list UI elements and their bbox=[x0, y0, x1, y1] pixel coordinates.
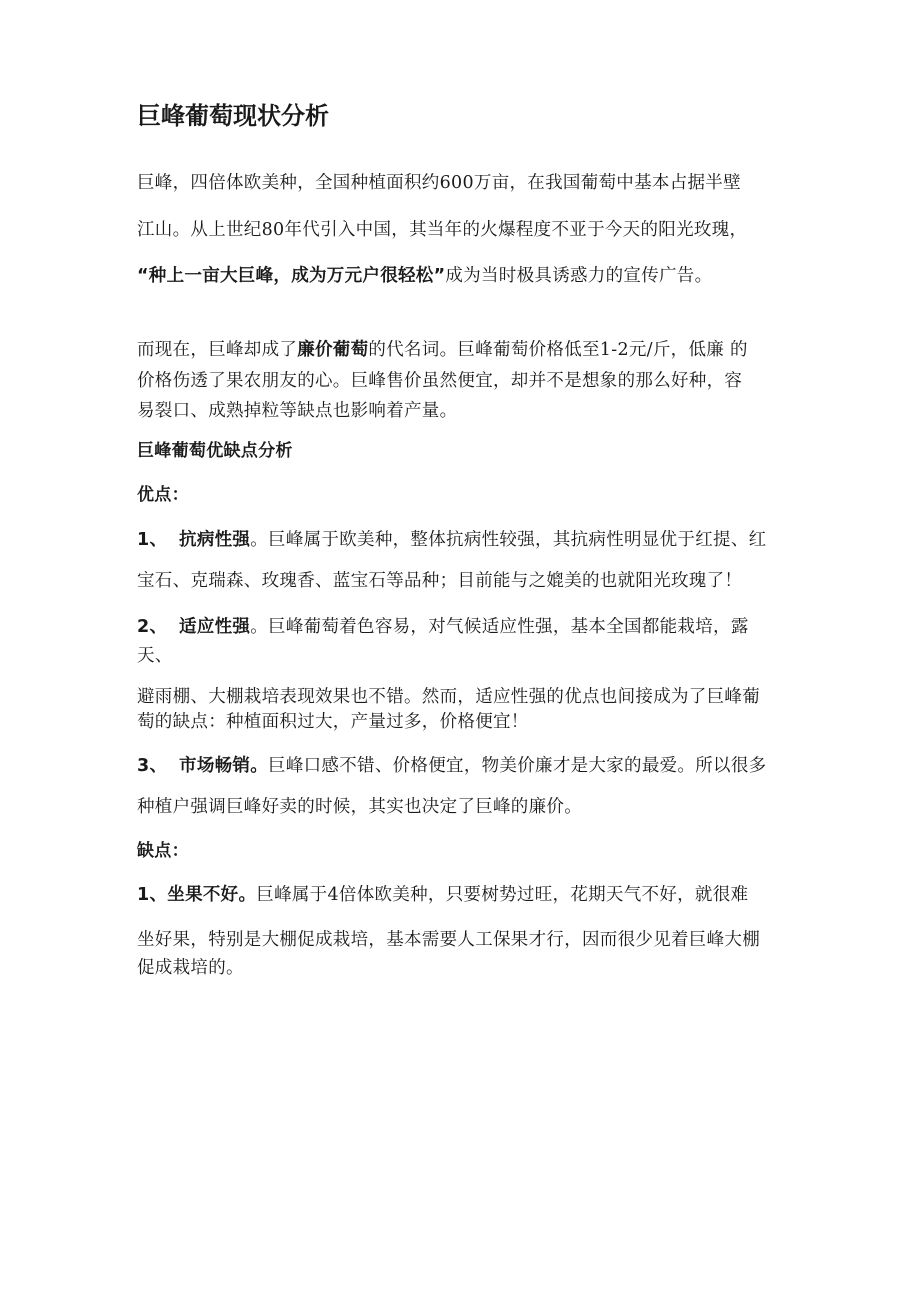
pro-2-line-1b: 天、 bbox=[137, 646, 173, 666]
page-title: 巨峰葡萄现状分析 bbox=[137, 102, 329, 130]
con-1-line-3: 促成栽培的。 bbox=[137, 958, 244, 978]
current-text-a: 而现在，巨峰却成了 bbox=[137, 340, 298, 360]
pro-2-text: 。巨峰葡萄着色容易，对气候适应性强，基本全国都能栽培，露 bbox=[250, 617, 749, 637]
current-text-b: 的代名词。巨峰葡萄价格低至1-2元/斤，低廉 的 bbox=[368, 340, 748, 360]
pro-2-line-3: 萄的缺点：种植面积过大，产量过多，价格便宜！ bbox=[137, 712, 529, 732]
pro-2-number: 2、 bbox=[137, 617, 168, 637]
pro-3-number: 3、 bbox=[137, 756, 168, 776]
pros-heading: 优点： bbox=[137, 485, 189, 505]
pro-2-label: 适应性强 bbox=[179, 617, 251, 637]
con-1-line-2: 坐好果，特别是大棚促成栽培，基本需要人工保果才行，因而很少见着巨峰大棚 bbox=[137, 930, 760, 950]
analysis-heading: 巨峰葡萄优缺点分析 bbox=[137, 441, 293, 461]
con-1-text: 巨峰属于4倍体欧美种，只要树势过旺，花期天气不好，就很难 bbox=[256, 885, 749, 905]
pro-1-label: 抗病性强 bbox=[179, 530, 251, 550]
slogan: “种上一亩大巨峰，成为万元户很轻松” bbox=[137, 266, 446, 286]
current-line-3: 易裂口、成熟掉粒等缺点也影响着产量。 bbox=[137, 401, 458, 421]
cons-heading: 缺点： bbox=[137, 841, 189, 861]
pro-1-line-1 bbox=[137, 529, 797, 551]
pro-2-line-2: 避雨棚、大棚栽培表现效果也不错。然而，适应性强的优点也间接成为了巨峰葡 bbox=[137, 687, 760, 707]
current-line-2: 价格伤透了果农朋友的心。巨峰售价虽然便宜，却并不是想象的那么好种，容 bbox=[137, 371, 743, 391]
intro-line-1: 巨峰，四倍体欧美种，全国种植面积约600万亩，在我国葡萄中基本占据半壁 bbox=[137, 173, 741, 193]
slogan-tail: 成为当时极具诱惑力的宣传广告。 bbox=[445, 266, 713, 286]
pro-1-text: 。巨峰属于欧美种，整体抗病性较强，其抗病性明显优于红提、红 bbox=[250, 530, 767, 550]
con-1-line-1 bbox=[137, 884, 797, 906]
pro-2-line-1 bbox=[137, 616, 797, 638]
intro-line-3 bbox=[137, 265, 797, 287]
pro-1-number: 1、 bbox=[137, 530, 168, 550]
con-1-number: 1、 bbox=[137, 885, 168, 905]
pro-3-line-1 bbox=[137, 755, 797, 777]
pro-3-line-2: 种植户强调巨峰好卖的时候，其实也决定了巨峰的廉价。 bbox=[137, 797, 582, 817]
con-1-label: 坐果不好。 bbox=[167, 885, 257, 905]
current-line-1 bbox=[137, 339, 797, 361]
cheap-grape-term: 廉价葡萄 bbox=[297, 340, 369, 360]
pro-3-text: 巨峰口感不错、价格便宜，物美价廉才是大家的最爱。所以很多 bbox=[268, 756, 767, 776]
pro-3-label: 市场畅销。 bbox=[179, 756, 269, 776]
pro-1-line-2: 宝石、克瑞森、玫瑰香、蓝宝石等品种；目前能与之媲美的也就阳光玫瑰了！ bbox=[137, 571, 743, 591]
intro-line-2: 江山。从上世纪80年代引入中国，其当年的火爆程度不亚于今天的阳光玫瑰， bbox=[137, 220, 748, 240]
